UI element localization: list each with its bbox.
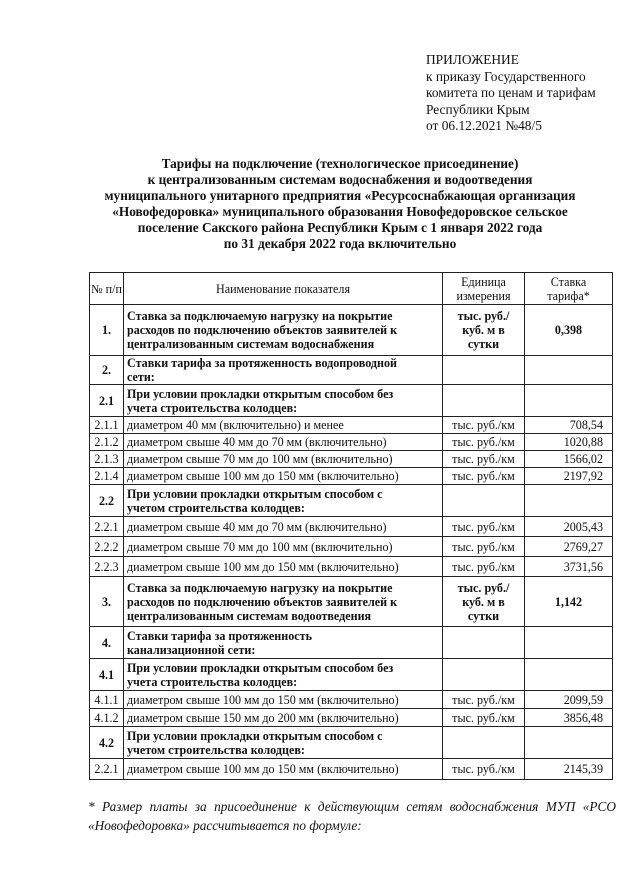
table-row [90,709,613,727]
row-unit: тыс. руб./км [443,537,525,557]
table-row [90,485,613,517]
table-row [90,537,613,557]
row-name: Ставка за подключаемую нагрузку на покрытие расходов по подключению объектов заявителей к централизованным системам водоснабжения [124,305,443,356]
row-unit [443,385,525,417]
header-unit: Единица измерения [443,273,525,305]
row-name: диаметром свыше 100 мм до 150 мм (включительно) [124,557,443,577]
row-number: 3. [90,577,124,627]
row-unit: тыс. руб./км [443,759,525,780]
row-unit [443,727,525,759]
annex-line: ПРИЛОЖЕНИЕ [426,52,519,67]
footnote: * Размер платы за присоединение к действующим сетям водоснабжения МУП «РСО «Новофедоровка» рассчитывается по формуле: [88,799,616,833]
title-line: по 31 декабря 2022 года включительно [223,236,457,252]
row-name: диаметром свыше 100 мм до 150 мм (включительно) [124,759,443,780]
row-name: диаметром свыше 100 мм до 150 мм (включительно) [124,691,443,709]
title-line: муниципального унитарного предприятия «Ресурсоснабжающая организация [104,188,576,204]
row-number: 2.2.1 [90,517,124,537]
table-row [90,727,613,759]
annex-line: от 06.12.2021 №48/5 [426,118,542,133]
row-number: 2.2.3 [90,557,124,577]
row-rate: 3731,56 [525,557,613,577]
row-rate: 708,54 [525,417,613,434]
table-row [90,627,613,659]
row-number: 4.1.2 [90,709,124,727]
row-rate [525,385,613,417]
table-row [90,577,613,627]
row-rate [525,727,613,759]
row-name: диаметром свыше 40 мм до 70 мм (включительно) [124,517,443,537]
title-line: поселение Сакского района Республики Крым с 1 января 2022 года [137,220,543,236]
table-row [90,468,613,485]
row-number: 2.2 [90,485,124,517]
title-line: к централизованным системам водоснабжения и водоотведения [147,172,533,188]
row-name: диаметром свыше 100 мм до 150 мм (включительно) [124,468,443,485]
row-number: 2.2.2 [90,537,124,557]
row-name: диаметром свыше 40 мм до 70 мм (включительно) [124,434,443,451]
row-unit: тыс. руб./ куб. м в сутки [443,305,525,356]
row-unit: тыс. руб./ куб. м в сутки [443,577,525,627]
row-rate: 2099,59 [525,691,613,709]
row-unit: тыс. руб./км [443,434,525,451]
row-name: диаметром свыше 70 мм до 100 мм (включительно) [124,537,443,557]
table-row [90,385,613,417]
table-row [90,356,613,385]
row-unit [443,356,525,385]
table-row [90,557,613,577]
table-row [90,691,613,709]
row-name: Ставки тарифа за протяженность водопроводной сети: [124,356,443,385]
row-unit: тыс. руб./км [443,417,525,434]
table-row [90,417,613,434]
row-name: При условии прокладки открытым способом с учетом строительства колодцев: [124,727,443,759]
row-number: 2.1 [90,385,124,417]
table-header-row [90,273,613,305]
row-name: Ставки тарифа за протяженность канализационной сети: [124,627,443,659]
table-row [90,759,613,780]
row-rate: 1020,88 [525,434,613,451]
row-rate [525,627,613,659]
row-rate [525,659,613,691]
row-unit: тыс. руб./км [443,557,525,577]
row-number: 2.1.2 [90,434,124,451]
title-line: «Новофедоровка» муниципального образования Новофедоровское сельское [112,204,568,220]
row-number: 2.1.3 [90,451,124,468]
row-rate: 0,398 [525,305,613,356]
row-name: При условии прокладки открытым способом без учета строительства колодцев: [124,385,443,417]
row-unit [443,485,525,517]
row-rate: 2145,39 [525,759,613,780]
row-number: 4.1 [90,659,124,691]
row-name: диаметром 40 мм (включительно) и менее [124,417,443,434]
table-row [90,659,613,691]
table-row [90,451,613,468]
row-name: диаметром свыше 150 мм до 200 мм (включительно) [124,709,443,727]
row-number: 4. [90,627,124,659]
header-num: № п/п [90,273,124,305]
row-rate [525,485,613,517]
row-number: 2.1.4 [90,468,124,485]
table-row [90,305,613,356]
row-name: При условии прокладки открытым способом с учетом строительства колодцев: [124,485,443,517]
row-rate: 3856,48 [525,709,613,727]
header-rate: Ставка тарифа* [525,273,613,305]
annex-line: к приказу Государственного [426,68,586,84]
table-row [90,434,613,451]
row-rate: 1,142 [525,577,613,627]
annex-block [426,52,596,135]
row-unit: тыс. руб./км [443,709,525,727]
annex-line: Республики Крым [426,101,530,117]
header-name: Наименование показателя [124,273,443,305]
row-rate: 2769,27 [525,537,613,557]
row-number: 1. [90,305,124,356]
row-rate [525,356,613,385]
row-unit: тыс. руб./км [443,517,525,537]
row-name: диаметром свыше 70 мм до 100 мм (включительно) [124,451,443,468]
row-number: 2. [90,356,124,385]
row-rate: 2005,43 [525,517,613,537]
row-name: При условии прокладки открытым способом без учета строительства колодцев: [124,659,443,691]
table-row [90,517,613,537]
row-name: Ставка за подключаемую нагрузку на покрытие расходов по подключению объектов заявителей к централизованным системам водоотведения [124,577,443,627]
row-unit: тыс. руб./км [443,691,525,709]
row-number: 2.2.1 [90,759,124,780]
title-line: Тарифы на подключение (технологическое присоединение) [161,156,519,171]
row-unit [443,659,525,691]
row-unit: тыс. руб./км [443,468,525,485]
row-rate: 2197,92 [525,468,613,485]
row-unit [443,627,525,659]
tariff-table [89,272,613,780]
annex-line: комитета по ценам и тарифам [426,85,596,100]
row-rate: 1566,02 [525,451,613,468]
row-unit: тыс. руб./км [443,451,525,468]
row-number: 2.1.1 [90,417,124,434]
document-title [60,156,620,253]
row-number: 4.1.1 [90,691,124,709]
row-number: 4.2 [90,727,124,759]
